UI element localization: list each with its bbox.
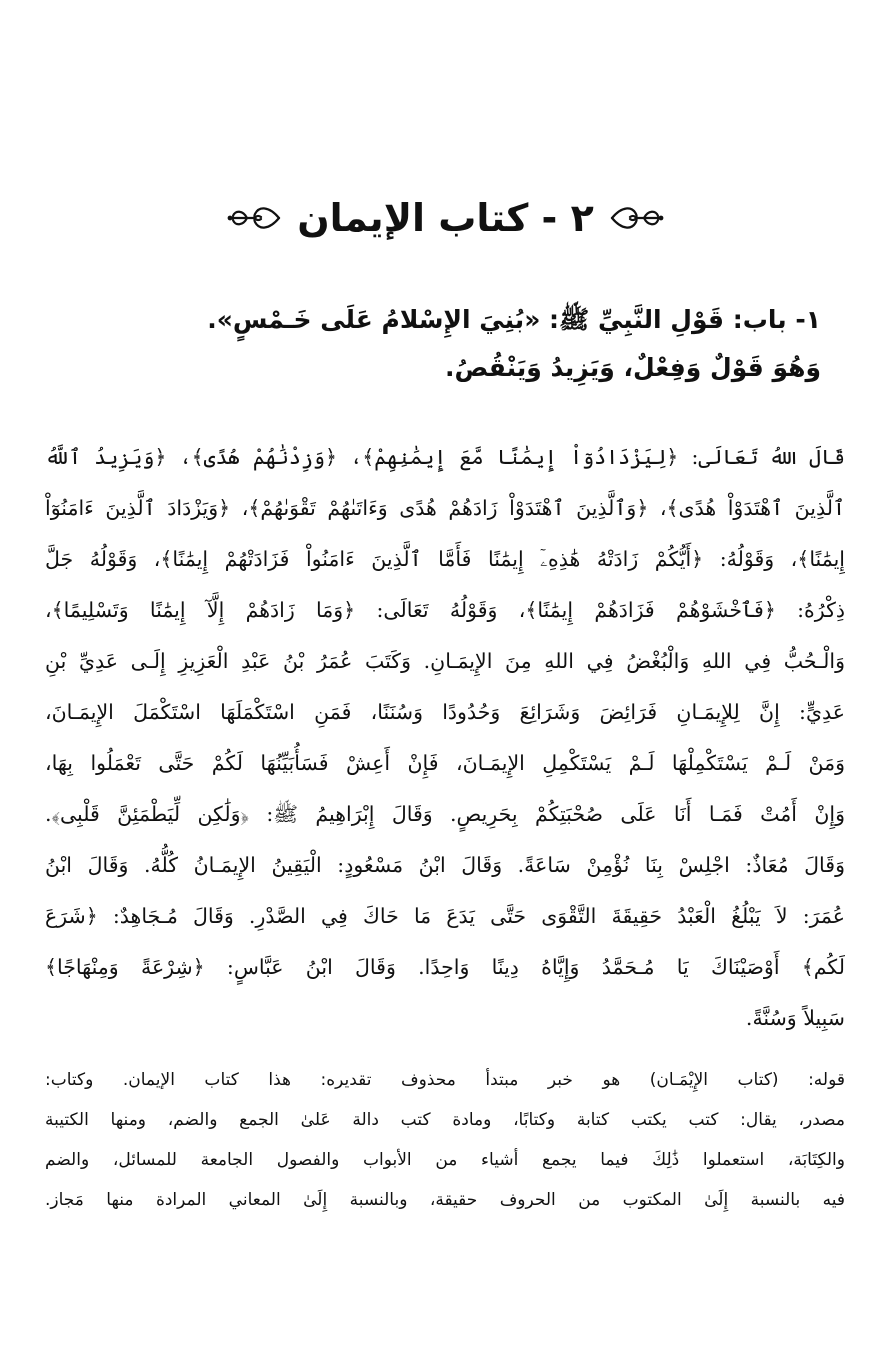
chapter-title <box>297 196 594 240</box>
text-line: ذِكْرُهُ: ﴿فَٱخْشَوْهُمْ فَزَادَهُمْ إِيمَٰنًا﴾، وَقَوْلُهُ تَعَالَى: ﴿وَمَا زَادَهُمْ إِلَّآ إِيمَٰنًا وَتَسْلِيمًا﴾، <box>45 598 845 622</box>
commentary-line: فيه بالنسبة إِلَىٰ المكتوب من الحروف حقيقة، وبالنسبة إِلَىٰ المعاني المرادة منها مَجاز. <box>45 1190 845 1210</box>
chapter-heading <box>0 178 891 258</box>
ornament-left-icon <box>227 200 283 236</box>
chapter-separator: - <box>541 196 558 240</box>
chapter-number: ٢ <box>570 196 594 240</box>
text-line: لَكُم﴾ أَوْصَيْنَاكَ يَا مُـحَمَّدُ وَإِيَّاهُ دِينًا وَاحِدًا. وَقَالَ ابْنُ عَبَّاسٍ: ﴿شِرْعَةً وَمِنْهَاجًا﴾ <box>45 955 845 979</box>
ornament-right-icon <box>608 200 664 236</box>
text-line: سَبِيلاً وَسُنَّةً. <box>745 1006 845 1030</box>
commentary <box>45 1060 845 1220</box>
text-line: إِيمَٰنًا﴾، وَقَوْلُهُ: ﴿أَيُّكُمْ زَادَتْهُ هَٰذِهِۦٓ إِيمَٰنًا فَأَمَّا ٱلَّذِينَ ءَامَنُواْ فَزَادَتْهُمْ إِيمَٰنًا﴾، وَقَوْلُهُ جَلَّ <box>45 547 845 571</box>
section-line-2: وَهُوَ قَوْلٌ وَفِعْلٌ، وَيَزِيدُ وَيَنْقُصُ. <box>445 353 821 382</box>
commentary-line: قوله: (كتاب الإِيْمَـان) هو خبر مبتدأ محذوف تقديره: هذا كتاب الإيمان. وكتاب: <box>45 1070 845 1090</box>
section-line-1: ١- باب: قَوْلِ النَّبِيِّ ﷺ: «بُنِيَ الإِسْلامُ عَلَى خَـمْسٍ». <box>207 305 821 334</box>
text-line: وَمَنْ لَـمْ يَسْتَكْمِلْهَا لَـمْ يَسْتَكْمِلِ الإِيمَـانَ، فَإِنْ أَعِشْ فَسَأُبَيِّنُهَا لَكُمْ حَتَّى تَعْمَلُوا بِهَا، <box>45 751 845 775</box>
section-heading <box>61 296 821 392</box>
text-line: وَقَالَ مُعَاذٌ: اجْلِسْ بِنَا نُؤْمِنْ سَاعَةً. وَقَالَ ابْنُ مَسْعُودٍ: الْيَقِينُ الإِيمَـانُ كُلُّهُ. وَقَالَ ابْنُ <box>45 853 845 877</box>
text-line: عُمَرَ: لاَ يَبْلُغُ الْعَبْدُ حَقِيقَةَ التَّقْوَى حَتَّى يَدَعَ مَا حَاكَ فِي الصَّدْرِ. وَقَالَ مُـجَاهِدٌ: ﴿شَرَعَ <box>45 904 845 928</box>
commentary-line: مصدر، يقال: كتب يكتب كتابة وكتابًا، ومادة كتب دالة عَلىٰ الجمع والضم، ومنها الكتيبة <box>45 1110 845 1130</box>
text-line: وَإِنْ أَمُتْ فَمَـا أَنَا عَلَى صُحْبَتِكُمْ بِحَرِيصٍ. وَقَالَ إِبْرَاهِيمُ ﷺ: ﴿وَلَٰكِن لِّيَطْمَئِنَّ قَلْبِى﴾. <box>45 802 845 826</box>
chapter-name: كتاب الإيمان <box>297 196 529 240</box>
text-line: قَالَ اللهُ تَعَالَى: ﴿لِيَزْدَادُوٓاْ إِيمَٰنًا مَّعَ إِيمَٰنِهِمْ﴾، ﴿وَزِدْنَٰهُمْ هُدًى﴾، ﴿وَيَزِيدُ ٱللَّهُ <box>45 445 845 469</box>
commentary-line: والكِتَابَة، استعملوا ذَٰلِكَ فيما يجمع أشياء من الأبواب والفصول الجامعة للمسائل، والضم <box>45 1150 845 1170</box>
main-text <box>45 432 845 1044</box>
text-line: ٱلَّذِينَ ٱهْتَدَوْاْ هُدًى﴾، ﴿وَٱلَّذِينَ ٱهْتَدَوْاْ زَادَهُمْ هُدًى وَءَاتَىٰهُمْ تَقْوَىٰهُمْ﴾، ﴿وَيَزْدَادَ ٱلَّذِينَ ءَامَنُوٓاْ <box>45 496 845 520</box>
text-line: عَدِيٍّ: إِنَّ لِلإِيمَـانِ فَرَائِضَ وَشَرَائِعَ وَحُدُودًا وَسُنَنًا، فَمَنِ اسْتَكْمَلَهَا اسْتَكْمَلَ الإِيمَـانَ، <box>45 700 845 724</box>
text-line: وَالْـحُبُّ فِي اللهِ وَالْبُغْضُ فِي اللهِ مِنَ الإِيمَـانِ. وَكَتَبَ عُمَرُ بْنُ عَبْدِ الْعَزِيزِ إِلَـى عَدِيِّ بْنِ <box>45 649 845 673</box>
